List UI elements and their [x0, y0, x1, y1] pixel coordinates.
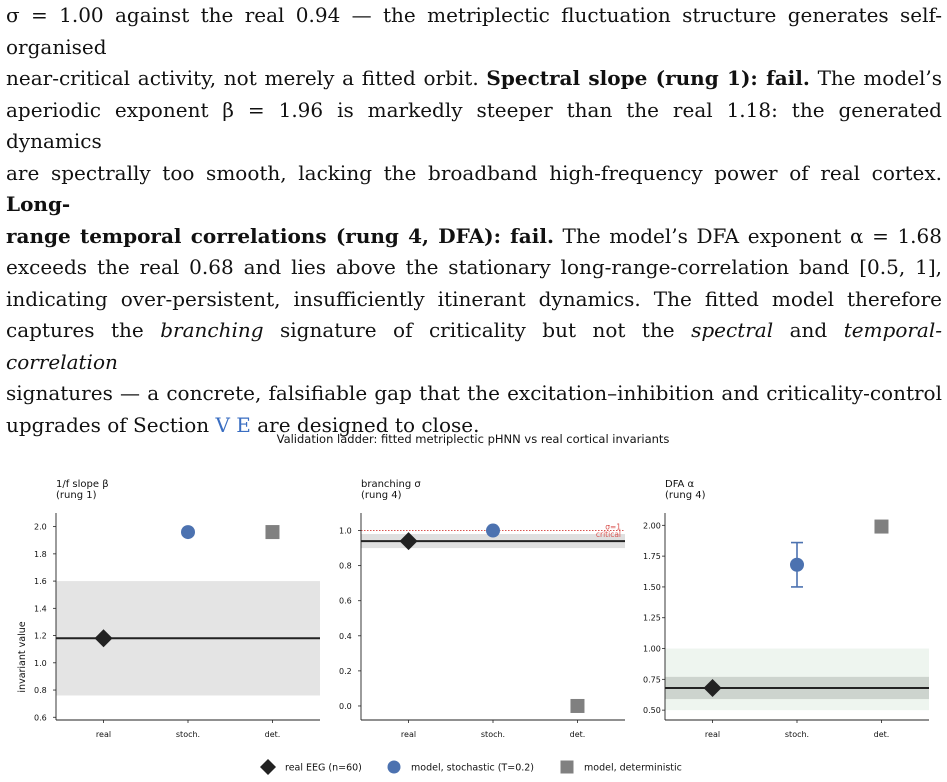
text-run: The model’s DFA exponent α = 1.68 — [553, 223, 942, 248]
figure-svg — [0, 420, 947, 782]
panel-title: DFA α — [665, 479, 695, 490]
text-run: and — [773, 318, 844, 342]
text-run: The model’s — [809, 66, 943, 90]
legend-label: real EEG (n=60) — [285, 762, 362, 774]
text-run: aperiodic exponent β = 1.96 is markedly steeper than the real 1.18: the generated dynamics — [6, 97, 942, 153]
y-tick-label: 1.6 — [34, 577, 47, 587]
stochastic-model-point — [790, 558, 804, 572]
text-run: upgrades of Section — [6, 412, 216, 437]
y-tick-label: 0.0 — [339, 701, 352, 711]
x-tick-label: stoch. — [784, 730, 810, 739]
chart-panel — [339, 479, 625, 739]
text-run: signatures — a concrete, falsifiable gap that the excitation–inhibition and criticality-control — [6, 381, 942, 405]
panel-title: (rung 4) — [361, 490, 402, 501]
y-tick-label: 0.2 — [339, 666, 352, 676]
text-run: signature of criticality but not the — [263, 318, 692, 342]
legend-label: model, stochastic (T=0.2) — [411, 762, 535, 774]
figure-suptitle: Validation ladder: fitted metriplectic pHNN vs real cortical invariants — [276, 432, 670, 446]
y-tick-label: 0.4 — [339, 631, 352, 641]
text-line — [6, 252, 942, 284]
y-tick-label: 0.6 — [34, 713, 47, 723]
y-tick-label: 1.4 — [34, 604, 47, 614]
y-tick-label: 1.8 — [34, 549, 47, 559]
x-tick-label: real — [704, 730, 721, 739]
x-tick-label: det. — [264, 730, 281, 739]
y-tick-label: 2.0 — [34, 522, 47, 532]
x-tick-label: stoch. — [480, 730, 506, 739]
legend-deterministic-marker — [561, 761, 574, 774]
text-run: near-critical activity, not merely a fitted orbit. — [6, 66, 487, 90]
deterministic-model-point — [874, 520, 888, 534]
figure-legend — [260, 759, 682, 775]
legend-stochastic-marker — [388, 761, 401, 774]
y-tick-label: 1.00 — [643, 644, 661, 654]
panel-title: (rung 1) — [56, 490, 97, 501]
section-reference-link[interactable]: V E — [215, 412, 251, 437]
y-tick-label: 1.75 — [643, 552, 661, 562]
deterministic-model-point — [265, 525, 279, 539]
x-tick-label: real — [95, 730, 112, 739]
y-tick-label: 1.2 — [34, 631, 47, 641]
text-run-bold: range temporal correlations (rung 4, DFA): fail. — [6, 223, 554, 248]
x-tick-label: real — [400, 730, 417, 739]
y-tick-label: 2.00 — [643, 521, 661, 531]
text-line — [6, 315, 942, 378]
chart-panel — [34, 479, 320, 739]
x-tick-label: det. — [873, 730, 890, 739]
text-run: captures the — [6, 318, 161, 342]
text-run-bold: Long- — [6, 192, 71, 216]
text-run-italic: branching — [160, 318, 264, 342]
panel-title: (rung 4) — [665, 490, 706, 501]
text-run: are spectrally too smooth, lacking the broadband high-frequency power of real cortex. — [6, 160, 942, 185]
text-line — [6, 95, 942, 158]
text-line — [6, 63, 942, 95]
y-tick-label: 0.75 — [643, 675, 661, 685]
text-run: σ = 1.00 against the real 0.94 — the metriplectic fluctuation structure generates self-organised — [6, 3, 942, 59]
x-tick-label: stoch. — [175, 730, 201, 739]
text-run-italic: temporal-correlation — [6, 318, 943, 374]
y-tick-label: 1.0 — [34, 658, 47, 668]
y-tick-label: 1.50 — [643, 582, 661, 592]
text-line — [6, 284, 942, 316]
critical-label: σ=1 — [605, 522, 621, 532]
critical-label: critical — [595, 530, 621, 540]
y-axis-label: invariant value — [17, 621, 28, 693]
text-line — [6, 0, 942, 63]
legend-label: model, deterministic — [584, 762, 682, 774]
stochastic-model-point — [181, 525, 195, 539]
text-run: exceeds the real 0.68 and lies above the stationary long-range-correlation band [0.5, 1], — [6, 255, 942, 279]
text-run: indicating over-persistent, insufficiently itinerant dynamics. The fitted model therefore — [6, 286, 942, 311]
y-tick-label: 1.25 — [643, 613, 661, 623]
text-line — [6, 378, 942, 410]
y-tick-label: 0.6 — [339, 596, 352, 606]
panel-title: branching σ — [361, 479, 421, 490]
text-line — [6, 221, 942, 253]
y-tick-label: 0.8 — [339, 561, 352, 571]
panel-title: 1/f slope β — [56, 479, 109, 490]
text-run-italic: spectral — [691, 318, 774, 342]
x-tick-label: det. — [569, 730, 586, 739]
body-paragraph — [6, 0, 942, 441]
text-run-bold: Spectral slope (rung 1): fail. — [486, 66, 810, 90]
deterministic-model-point — [570, 699, 584, 713]
legend-real-marker — [260, 759, 276, 775]
validation-ladder-figure — [0, 420, 947, 782]
y-tick-label: 0.50 — [643, 706, 661, 716]
text-run: are designed to close. — [250, 412, 480, 437]
y-tick-label: 0.8 — [34, 686, 47, 696]
y-tick-label: 1.0 — [339, 526, 352, 536]
stochastic-model-point — [486, 524, 500, 538]
text-line — [6, 158, 942, 221]
chart-panel — [643, 479, 929, 739]
